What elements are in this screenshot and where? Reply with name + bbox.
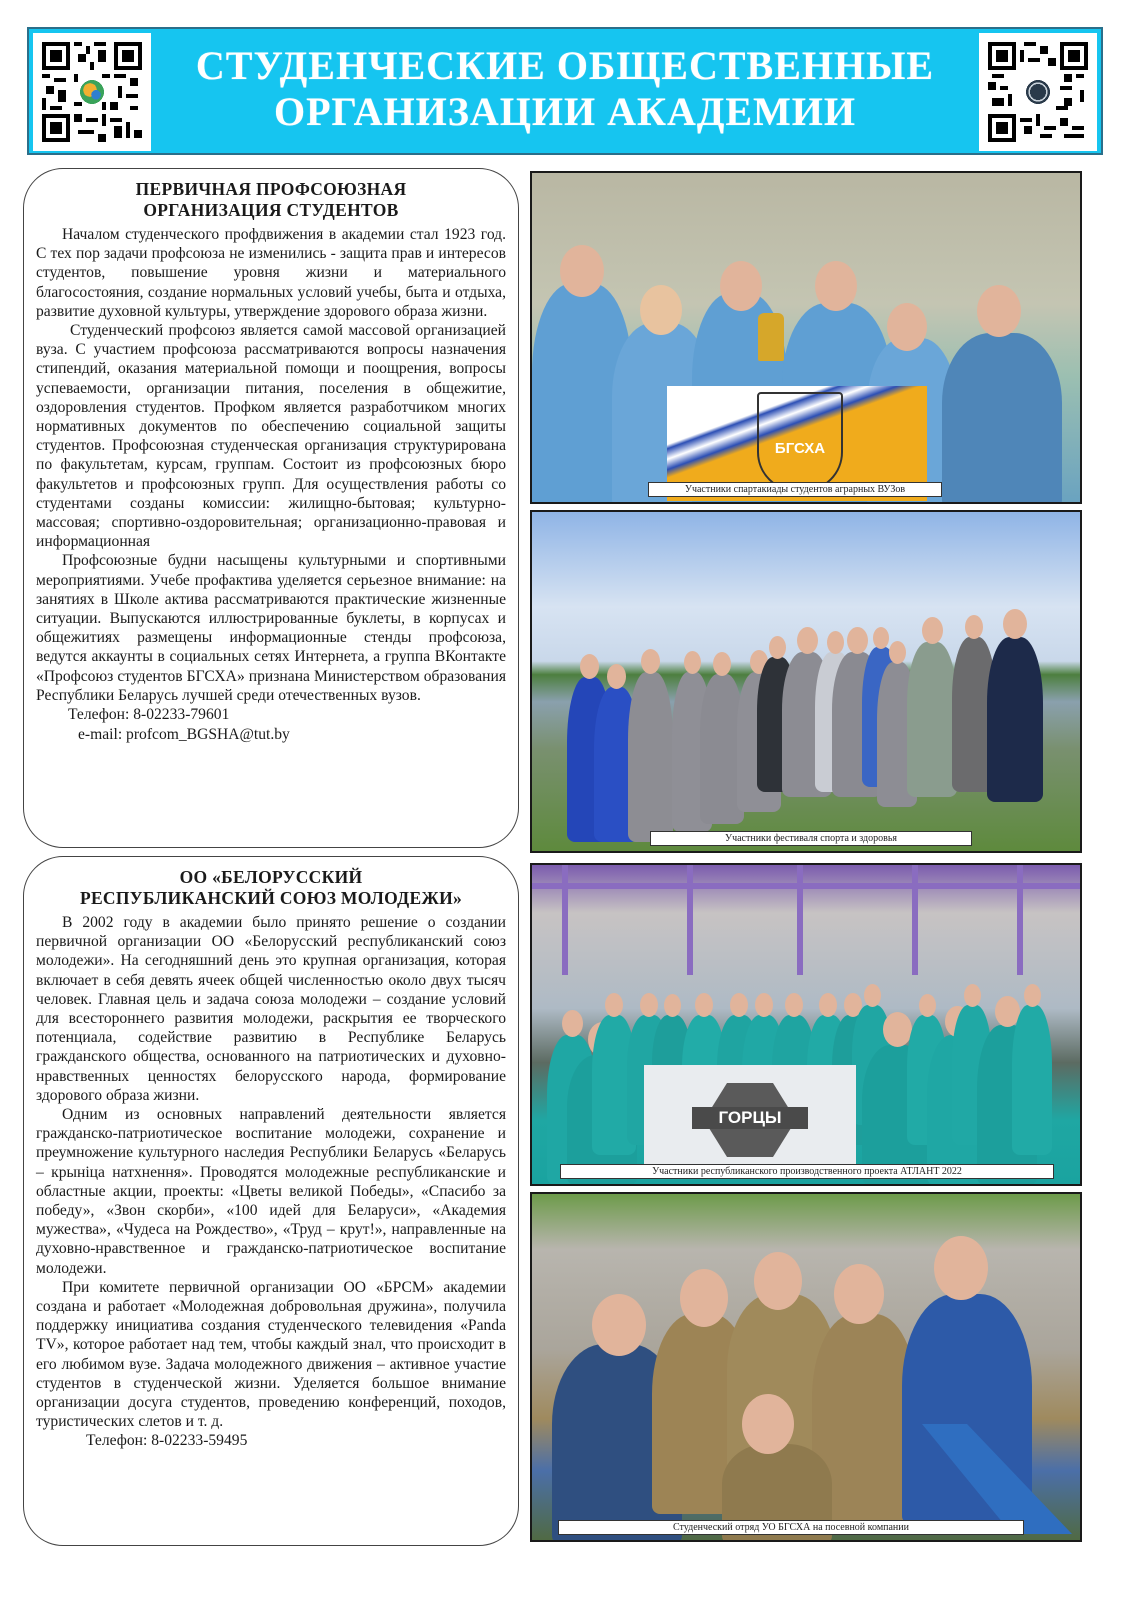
person-head: [977, 285, 1021, 337]
person-head: [640, 285, 682, 335]
window-frame: [1017, 865, 1023, 975]
person-head: [580, 654, 599, 679]
article-paragraph: В 2002 году в академии было принято решение о создании первичной организации ОО «Белорусский республиканский союз молодежи». На сегодняшний день это крупная организация, которая включает в себя девять ячеек общей численностью около двух тысяч человек. Главная цель и задача союза молодежи – создание условий для всестороннего развития молодежи, раскрытия ее творческого потенциала, содействие развитию в Республике Беларусь гражданского общества, основанного на патриотических и духовно-нравственных ценностях белорусского народа, формирование здорового образа жизни.: [36, 914, 506, 1104]
person-head: [730, 993, 748, 1017]
photo-scene: [532, 173, 1080, 502]
trade-union-article: [23, 168, 519, 848]
photo-caption: Студенческий отряд УО БГСХА на посевной компании: [558, 1520, 1024, 1535]
photo-student-brigade: [530, 1192, 1082, 1542]
person-head: [664, 994, 681, 1017]
person-head: [1003, 609, 1027, 639]
person: [987, 637, 1043, 802]
photo-caption: Участники фестиваля спорта и здоровья: [650, 831, 972, 846]
qr-code-icon: [42, 42, 142, 142]
person-head: [815, 261, 857, 311]
person-head: [754, 1252, 802, 1310]
window-frame: [912, 865, 918, 975]
person-head: [887, 303, 927, 351]
youth-union-article: [23, 856, 519, 1546]
photo-caption: Участники республиканского производственного проекта АТЛАНТ 2022: [560, 1164, 1054, 1179]
article-paragraph: Профсоюзные будни насыщены культурными и спортивными мероприятиями. Учебе профактива уделяется серьезное внимание: на занятиях в Школе актива рассматриваются практические жизненные ситуации. Выпускаются иллюстрированные буклеты, в корпусах и общежитиях размещены информационные стенды профсоюза, ведутся аккаунты в социальных сетях Интернета, а группа ВКонтакте «Профсоюз студентов БГСХА» признана Министерством образования Республики Беларусь лучшей среди отечественных вузов.: [36, 552, 506, 704]
person-head: [680, 1269, 728, 1327]
person-head: [883, 1012, 912, 1047]
person: [1012, 1005, 1052, 1155]
person: [942, 333, 1062, 504]
person-head: [592, 1294, 646, 1356]
page-title: [159, 43, 971, 135]
person: [628, 672, 673, 842]
person-head: [965, 615, 983, 639]
qr-code-left[interactable]: [33, 33, 151, 151]
person-head: [640, 993, 658, 1017]
person-head: [684, 651, 701, 674]
photo-spartakiad-team: [530, 171, 1082, 504]
phone-number: Телефон: 8-02233-59495: [86, 1432, 248, 1450]
person-head: [847, 627, 868, 654]
article-paragraph: Студенческий профсоюз является самой массовой организацией вуза. С участием профсоюза рассматриваются вопросы назначения стипендий, оказания материальной помощи и поощрения, вопросы успеваемости, организации питания, поселения в общежитие, оздоровления студентов. Профком является разработчиком многих нормативных документов по обеспечению социальной защиты студентов. Профсоюзная студенческая организация структурирована по факультетам, курсам, группам. Состоит из профсоюзных бюро факультетов и профсоюзных групп. Для осуществления работы со студентами созданы комиссии: жилищно-бытовая; культурно-массовая; спортивно-оздоровительная; организационно-правовая и информационная: [36, 322, 506, 551]
article-title: [36, 867, 506, 909]
article-paragraph: Началом студенческого профдвижения в академии стал 1923 год. С тех пор задачи профсоюза не изменились - защита прав и интересов студентов, повышение уровня жизни и материального благосостояния, создание нормальных условий учебы, быта и отдыха, развитие духовной культуры, утверждение здорового образа жизни.: [36, 226, 506, 320]
page-title-line-2: ОРГАНИЗАЦИИ АКАДЕМИИ: [273, 89, 857, 134]
person-head: [919, 994, 936, 1017]
person-head: [607, 664, 626, 689]
person-head: [605, 993, 623, 1017]
team-flag: [644, 1065, 856, 1165]
person-head: [755, 993, 773, 1017]
window-frame: [532, 883, 1080, 889]
person-head: [827, 631, 844, 654]
photo-sports-festival: [530, 510, 1082, 853]
person-head: [964, 984, 981, 1007]
qr-code-icon: [988, 42, 1088, 142]
person-head: [695, 993, 713, 1017]
person-head: [889, 641, 906, 664]
person-head: [560, 245, 604, 297]
phone-number: Телефон: 8-02233-79601: [68, 706, 230, 724]
header-banner: [27, 27, 1103, 155]
article-paragraph: При комитете первичной организации ОО «БРСМ» академии создана и работает «Молодежная добровольная дружина», получила поддержку инициатива создания студенческого телевидения «Panda TV», которое работает над тем, чтобы каждый знал, что происходит в его любимом вузе. Задача молодежного движения – активное участие студентов в студенческой жизни. Уделяется большое внимание организации досуга студентов, проведению конференций, походов, туристических слетов и т. д.: [36, 1278, 506, 1431]
person-head: [562, 1010, 583, 1037]
person-head: [742, 1394, 794, 1454]
window-frame: [562, 865, 568, 975]
person-head: [713, 652, 731, 676]
person-head: [834, 1264, 884, 1324]
window-frame: [687, 865, 693, 975]
article-title-line-2: ОРГАНИЗАЦИЯ СТУДЕНТОВ: [143, 200, 399, 220]
person-head: [934, 1236, 988, 1300]
article-title-line-1: ОО «БЕЛОРУССКИЙ: [179, 867, 363, 887]
article-paragraph: Одним из основных направлений деятельности является гражданско-патриотическое воспитание молодежи, сохранение и преумножение культурного наследия Республики Беларусь «Беларусь – крыніца натхнення». Проводятся молодежные республиканские и областные акции, проекты: «Цветы великой Победы», «Спасибо за победу», «Звон скорби», «100 идей для Беларуси», «Академия мужества», «Чудеса на Рождество», «Труд – крут!», направленные на духовно-нравственное и гражданско-патриотическое воспитание молодежи.: [36, 1106, 506, 1277]
person-head: [720, 261, 762, 311]
person-head: [1024, 984, 1041, 1007]
person-head: [797, 627, 818, 654]
person-head: [785, 993, 803, 1017]
photo-caption: Участники спартакиады студентов аграрных ВУЗов: [648, 482, 942, 497]
article-title-line-1: ПЕРВИЧНАЯ ПРОФСОЮЗНАЯ: [135, 179, 407, 199]
photo-scene: [532, 512, 1080, 851]
person-head: [641, 649, 660, 674]
photo-atlant-project: [530, 863, 1082, 1186]
person-head: [819, 993, 837, 1017]
trophy-cup: [758, 313, 784, 361]
flag-text: ГОРЦЫ: [692, 1107, 808, 1129]
qr-code-right[interactable]: [979, 33, 1097, 151]
photo-scene: [532, 865, 1080, 1184]
article-title: [36, 179, 506, 221]
window-frame: [797, 865, 803, 975]
article-title-line-2: РЕСПУБЛИКАНСКИЙ СОЮЗ МОЛОДЕЖИ»: [79, 888, 463, 908]
flag-emblem: БГСХА: [757, 392, 843, 492]
person-head: [864, 984, 881, 1007]
person: [907, 642, 957, 797]
person-head: [873, 627, 889, 649]
person-head: [922, 617, 943, 644]
photo-scene: [532, 1194, 1080, 1540]
page-title-line-1: СТУДЕНЧЕСКИЕ ОБЩЕСТВЕННЫЕ: [195, 43, 935, 88]
person-head: [769, 636, 786, 659]
email-link[interactable]: e-mail: profcom_BGSHA@tut.by: [78, 725, 290, 743]
